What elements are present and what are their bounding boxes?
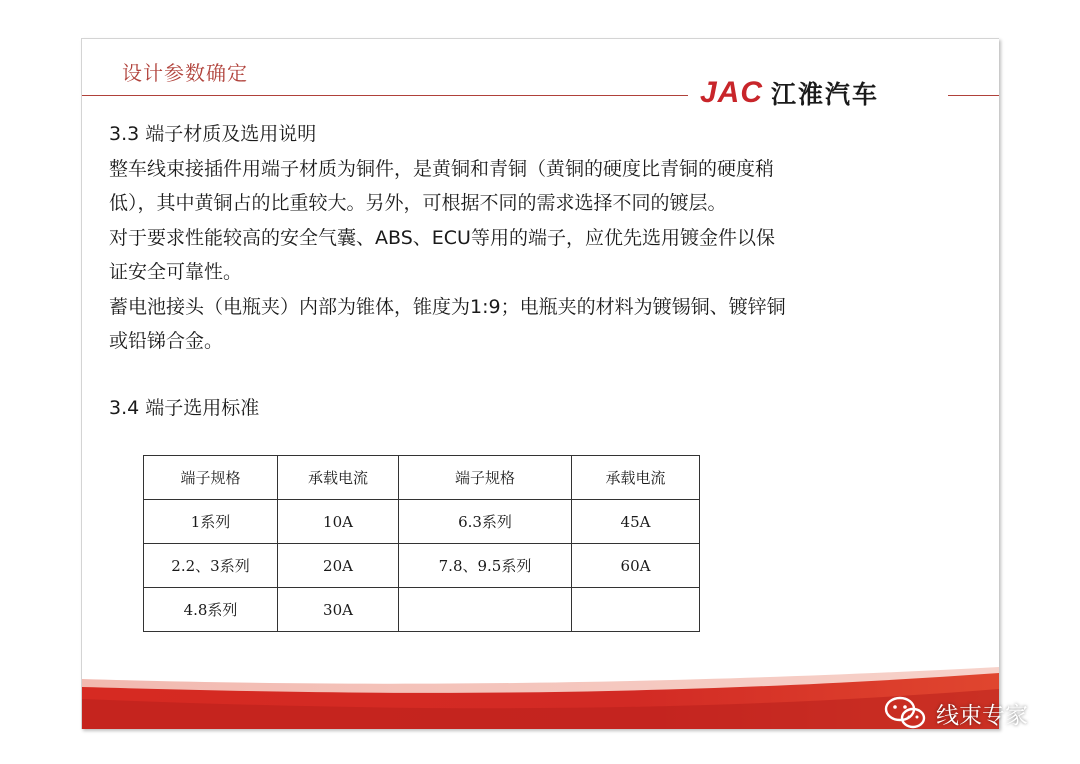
wechat-icon — [884, 696, 928, 730]
paragraph-line: 或铅锑合金。 — [109, 330, 224, 352]
table-row — [144, 588, 700, 632]
header-cell: 端子规格 — [144, 456, 278, 500]
red-swoosh-band — [82, 659, 999, 729]
header-cell: 承载电流 — [278, 456, 399, 500]
paragraph-line: 低），其中黄铜占的比重较大。另外，可根据不同的需求选择不同的镀层。 — [109, 192, 727, 214]
logo-text: 江淮汽车 — [771, 80, 880, 109]
header-cell: 端子规格 — [399, 456, 572, 500]
table-cell: 7.8、9.5系列 — [399, 544, 572, 588]
table-cell: 20A — [278, 544, 399, 588]
table-row — [144, 500, 700, 544]
paragraph-line: 对于要求性能较高的安全气囊、ABS、ECU等用的端子，应优先选用镀金件以保 — [109, 226, 775, 249]
paragraph-line: 蓄电池接头（电瓶夹）内部为锥体，锥度为1:9；电瓶夹的材料为镀锡铜、镀锌铜 — [109, 295, 786, 318]
header-divider-right — [948, 95, 999, 96]
table-cell: 1系列 — [144, 500, 278, 544]
slide-content — [109, 117, 949, 425]
table-cell: 30A — [278, 588, 399, 632]
slide-title: 设计参数确定 — [122, 61, 248, 85]
table-row — [144, 544, 700, 588]
watermark — [884, 696, 1028, 730]
terminal-spec-table — [143, 455, 700, 632]
table-cell: 6.3系列 — [399, 500, 572, 544]
jac-logo — [700, 73, 879, 113]
header-cell: 承载电流 — [572, 456, 700, 500]
table-cell: 45A — [572, 500, 700, 544]
table-cell: 4.8系列 — [144, 588, 278, 632]
section-heading-3-3: 3.3 端子材质及选用说明 — [109, 123, 317, 145]
table-cell: 2.2、3系列 — [144, 544, 278, 588]
logo-mark: JAC — [700, 76, 764, 109]
table-cell — [572, 588, 700, 632]
section-heading-3-4: 3.4 端子选用标准 — [109, 396, 260, 419]
table-cell: 10A — [278, 500, 399, 544]
table-header-row — [144, 456, 700, 500]
paragraph-line: 整车线束接插件用端子材质为铜件，是黄铜和青铜（黄铜的硬度比青铜的硬度稍 — [109, 157, 775, 180]
paragraph-line: 证安全可靠性。 — [109, 261, 243, 283]
slide — [81, 38, 999, 729]
watermark-text: 线束专家 — [936, 702, 1028, 729]
header-divider — [82, 95, 688, 96]
table-cell: 60A — [572, 544, 700, 588]
table-cell — [399, 588, 572, 632]
